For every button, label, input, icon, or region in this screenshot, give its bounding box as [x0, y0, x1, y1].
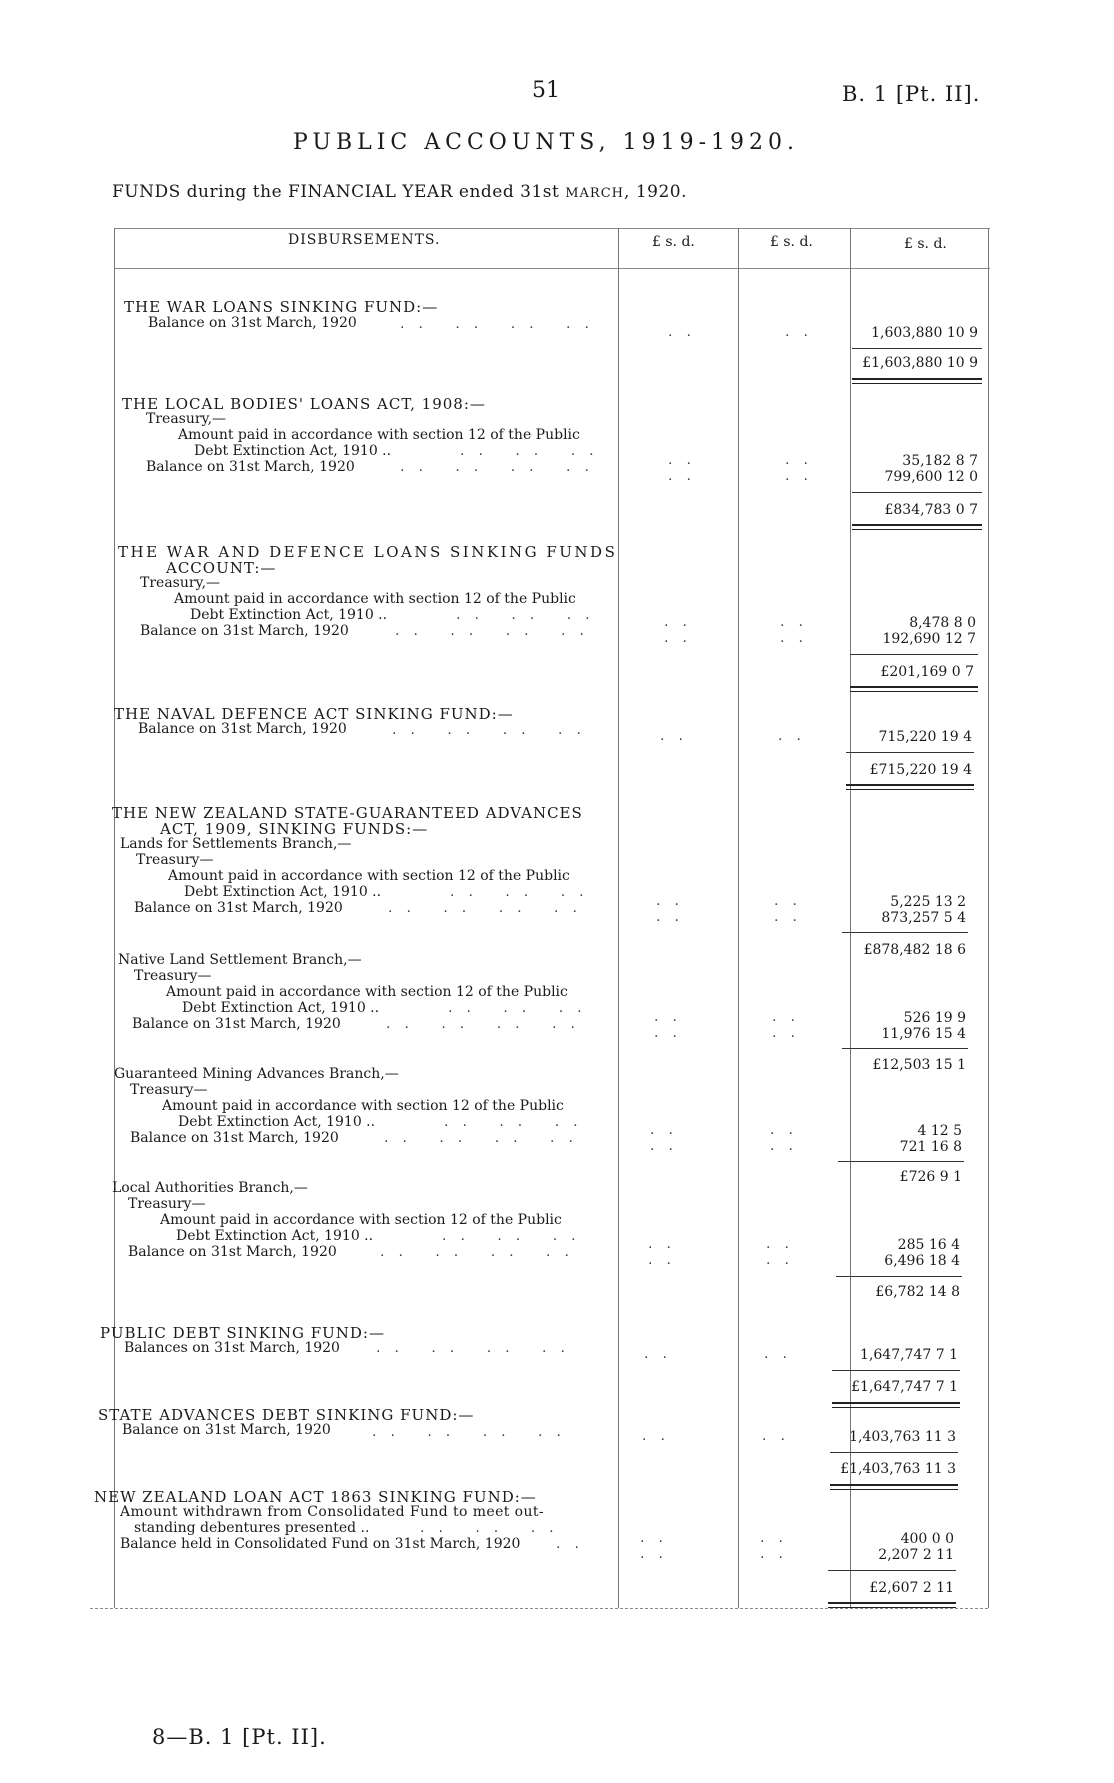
column-divider-2: [738, 228, 739, 1608]
balance-amount: 873,257 5 4: [881, 910, 966, 926]
sum-rule: [830, 1452, 958, 1453]
leader-dots: ..: [654, 1009, 691, 1025]
balance-label: Balance on 31st March, 1920: [138, 721, 347, 737]
section-total: £2,607 2 11: [869, 1580, 954, 1596]
amount-label-line1: Amount paid in accordance with section 12 of the Public: [174, 591, 576, 607]
leader-dots: .. .. ..: [444, 1114, 592, 1130]
balance-amount: 192,690 12 7: [882, 631, 976, 647]
leader-dots: .. .. ..: [456, 607, 604, 623]
total-double-rule: [850, 686, 978, 692]
leader-dots: .. .. .. ..: [384, 1130, 587, 1146]
leader-dots: ..: [766, 1252, 803, 1268]
leader-dots: ..: [762, 1428, 799, 1444]
sum-rule: [846, 752, 974, 753]
section-title: THE WAR LOANS SINKING FUND:—: [124, 298, 439, 316]
leader-dots: ..: [772, 1025, 809, 1041]
section-title: NEW ZEALAND LOAN ACT 1863 SINKING FUND:—: [94, 1488, 537, 1506]
section-total: £201,169 0 7: [880, 664, 974, 680]
leader-dots: .. .. .. ..: [395, 623, 598, 639]
leader-dots: ..: [770, 1138, 807, 1154]
section-total: £834,783 0 7: [884, 502, 978, 518]
leader-dots: .. .. .. ..: [376, 1340, 579, 1356]
leader-dots: ..: [780, 630, 817, 646]
balance-label: Balance on 31st March, 1920: [134, 900, 343, 916]
section-title: THE LOCAL BODIES' LOANS ACT, 1908:—: [122, 395, 486, 413]
leader-dots: .. .. .. ..: [388, 900, 591, 916]
leader-dots: ..: [656, 909, 693, 925]
leader-dots: ..: [660, 728, 697, 744]
leader-dots: .. .. .. ..: [380, 1244, 583, 1260]
balance-amount: 1,647,747 7 1: [860, 1347, 958, 1363]
section-total: £715,220 19 4: [869, 762, 972, 778]
leader-dots: .. .. ..: [460, 443, 608, 459]
balance-label: Balance on 31st March, 1920: [122, 1422, 331, 1438]
leader-dots: ..: [648, 1252, 685, 1268]
section-title-line2: ACT, 1909, SINKING FUNDS:—: [160, 820, 429, 838]
amount-label-line1: Amount paid in accordance with section 12 of the Public: [162, 1098, 564, 1114]
total-double-rule: [846, 784, 974, 790]
leader-dots: ..: [780, 614, 817, 630]
balance-label: Balance on 31st March, 1920: [140, 623, 349, 639]
subsection-title: Native Land Settlement Branch,—: [118, 952, 362, 968]
table-right-border: [988, 228, 989, 1608]
balance-amount: 11,976 15 4: [881, 1026, 966, 1042]
section-total: £1,647,747 7 1: [851, 1379, 958, 1395]
leader-dots: .. .. .. ..: [400, 459, 603, 475]
sum-rule: [842, 932, 968, 933]
leader-dots: .. .. ..: [448, 1000, 596, 1016]
leader-dots: ..: [556, 1536, 593, 1552]
leader-dots: .. .. .. ..: [372, 1424, 575, 1440]
amount-label-line1: Amount paid in accordance with section 12 of the Public: [160, 1212, 562, 1228]
sum-rule: [838, 1161, 964, 1162]
balance-amount: 799,600 12 0: [884, 469, 978, 485]
table-left-border: [114, 228, 115, 1608]
section-title: PUBLIC DEBT SINKING FUND:—: [100, 1324, 385, 1342]
amount-value: 526 19 9: [903, 1010, 966, 1026]
table-header-rule: [114, 268, 990, 269]
leader-dots: ..: [650, 1138, 687, 1154]
amount-value: 285 16 4: [897, 1237, 960, 1253]
section-title: STATE ADVANCES DEBT SINKING FUND:—: [98, 1406, 475, 1424]
treasury-label: Treasury—: [134, 968, 212, 984]
leader-dots: .. .. .. ..: [386, 1016, 589, 1032]
total-double-rule: [852, 378, 982, 384]
amount-label-line1: Amount paid in accordance with section 12 of the Public: [166, 984, 568, 1000]
amount-label-line2: Debt Extinction Act, 1910 ..: [190, 607, 388, 623]
section-total: £1,403,763 11 3: [840, 1461, 956, 1477]
amount-label-line1: Amount paid in accordance with section 12 of the Public: [178, 427, 580, 443]
leader-dots: ..: [778, 728, 815, 744]
leader-dots: ..: [648, 1236, 685, 1252]
amount-label-line1: Amount withdrawn from Consolidated Fund to meet out-: [120, 1504, 545, 1520]
leader-dots: ..: [760, 1546, 797, 1562]
disbursements-header: DISBURSEMENTS.: [288, 232, 441, 248]
leader-dots: .. .. ..: [450, 884, 598, 900]
amount-label-line2: Debt Extinction Act, 1910 ..: [176, 1228, 374, 1244]
balance-label: Balance on 31st March, 1920: [128, 1244, 337, 1260]
subsection-total: £878,482 18 6: [863, 942, 966, 958]
balance-amount: 715,220 19 4: [878, 729, 972, 745]
leader-dots: ..: [785, 468, 822, 484]
sum-rule: [850, 654, 978, 655]
section-title-line1: THE NEW ZEALAND STATE-GUARANTEED ADVANCES: [112, 804, 583, 822]
column-divider-1: [618, 228, 619, 1608]
leader-dots: .. .. .. ..: [400, 316, 603, 332]
leader-dots: ..: [668, 324, 705, 340]
total-double-rule: [830, 1484, 958, 1490]
balance-amount: 6,496 18 4: [884, 1253, 960, 1269]
subsection-total: £6,782 14 8: [875, 1284, 960, 1300]
leader-dots: ..: [774, 909, 811, 925]
leader-dots: ..: [642, 1428, 679, 1444]
amount-label-line2: Debt Extinction Act, 1910 ..: [194, 443, 392, 459]
treasury-label: Treasury,—: [140, 575, 221, 591]
amount-label-line1: Amount paid in accordance with section 12 of the Public: [168, 868, 570, 884]
document-reference: B. 1 [Pt. II].: [842, 82, 981, 106]
leader-dots: ..: [644, 1346, 681, 1362]
sum-rule: [828, 1570, 956, 1571]
total-double-rule: [832, 1402, 960, 1408]
subsection-title: Lands for Settlements Branch,—: [120, 836, 352, 852]
amount-value: 8,478 8 0: [909, 615, 976, 631]
amount-value: 4 12 5: [917, 1123, 962, 1139]
balance-label: Balance on 31st March, 1920: [148, 315, 357, 331]
section-title-line1: THE WAR AND DEFENCE LOANS SINKING FUNDS: [118, 543, 618, 561]
leader-dots: ..: [640, 1530, 677, 1546]
amount-label-line2: Debt Extinction Act, 1910 ..: [184, 884, 382, 900]
subtitle-suffix: , 1920.: [624, 182, 687, 202]
sum-rule: [836, 1276, 962, 1277]
leader-dots: ..: [668, 468, 705, 484]
sum-rule: [832, 1370, 960, 1371]
balance-label: Balances on 31st March, 1920: [124, 1340, 340, 1356]
leader-dots: ..: [654, 1025, 691, 1041]
leader-dots: .. .. ..: [442, 1228, 590, 1244]
sum-rule: [852, 492, 982, 493]
leader-dots: .. .. .. ..: [392, 722, 595, 738]
leader-dots: ..: [785, 324, 822, 340]
balance-amount: 2,207 2 11: [878, 1547, 954, 1563]
amount-label-line2: standing debentures presented ..: [134, 1520, 370, 1536]
leader-dots: ..: [772, 1009, 809, 1025]
total-double-rule: [828, 1602, 956, 1608]
leader-dots: ..: [656, 893, 693, 909]
amount-value: 400 0 0: [900, 1531, 954, 1547]
leader-dots: ..: [764, 1346, 801, 1362]
leader-dots: ..: [650, 1122, 687, 1138]
leader-dots: ..: [766, 1236, 803, 1252]
section-title-line2: ACCOUNT:—: [166, 559, 277, 577]
total-double-rule: [852, 524, 982, 530]
sum-rule: [852, 348, 982, 349]
leader-dots: ..: [785, 452, 822, 468]
table-top-rule: [114, 228, 990, 229]
amount-label-line2: Debt Extinction Act, 1910 ..: [182, 1000, 380, 1016]
subsection-total: £726 9 1: [899, 1169, 962, 1185]
balance-label: Balance on 31st March, 1920: [130, 1130, 339, 1146]
amount-label-line2: Debt Extinction Act, 1910 ..: [178, 1114, 376, 1130]
leader-dots: ..: [664, 614, 701, 630]
subsection-title: Local Authorities Branch,—: [112, 1180, 308, 1196]
subtitle-prefix: FUNDS during the FINANCIAL YEAR ended 31st: [112, 182, 560, 202]
amount-value: 5,225 13 2: [890, 894, 966, 910]
leader-dots: ..: [774, 893, 811, 909]
column-header-3: £ s. d.: [904, 236, 947, 252]
balance-label: Balance held in Consolidated Fund on 31st March, 1920: [120, 1536, 521, 1552]
column-header-2: £ s. d.: [770, 234, 813, 250]
leader-dots: ..: [760, 1530, 797, 1546]
balance-amount: 1,603,880 10 9: [871, 325, 978, 341]
balance-label: Balance on 31st March, 1920: [146, 459, 355, 475]
leader-dots: ..: [664, 630, 701, 646]
section-title: THE NAVAL DEFENCE ACT SINKING FUND:—: [114, 705, 514, 723]
table-bottom-rule: [90, 1608, 988, 1609]
page-subtitle: [112, 182, 687, 202]
balance-amount: 1,403,763 11 3: [849, 1429, 956, 1445]
treasury-label: Treasury—: [136, 852, 214, 868]
balance-label: Balance on 31st March, 1920: [132, 1016, 341, 1032]
sum-rule: [842, 1048, 968, 1049]
amount-value: 35,182 8 7: [902, 453, 978, 469]
page-title: PUBLIC ACCOUNTS, 1919-1920.: [293, 130, 799, 155]
leader-dots: ..: [640, 1546, 677, 1562]
page-signature: 8—B. 1 [Pt. II].: [152, 1725, 327, 1749]
subtitle-month: MARCH: [565, 186, 625, 201]
subsection-title: Guaranteed Mining Advances Branch,—: [114, 1066, 399, 1082]
balance-amount: 721 16 8: [899, 1139, 962, 1155]
section-total: £1,603,880 10 9: [862, 355, 978, 371]
leader-dots: .. .. ..: [420, 1520, 568, 1536]
page-number: 51: [532, 78, 560, 103]
column-header-1: £ s. d.: [652, 234, 695, 250]
subsection-total: £12,503 15 1: [872, 1057, 966, 1073]
leader-dots: ..: [668, 452, 705, 468]
treasury-label: Treasury—: [130, 1082, 208, 1098]
treasury-label: Treasury,—: [146, 411, 227, 427]
leader-dots: ..: [770, 1122, 807, 1138]
treasury-label: Treasury—: [128, 1196, 206, 1212]
